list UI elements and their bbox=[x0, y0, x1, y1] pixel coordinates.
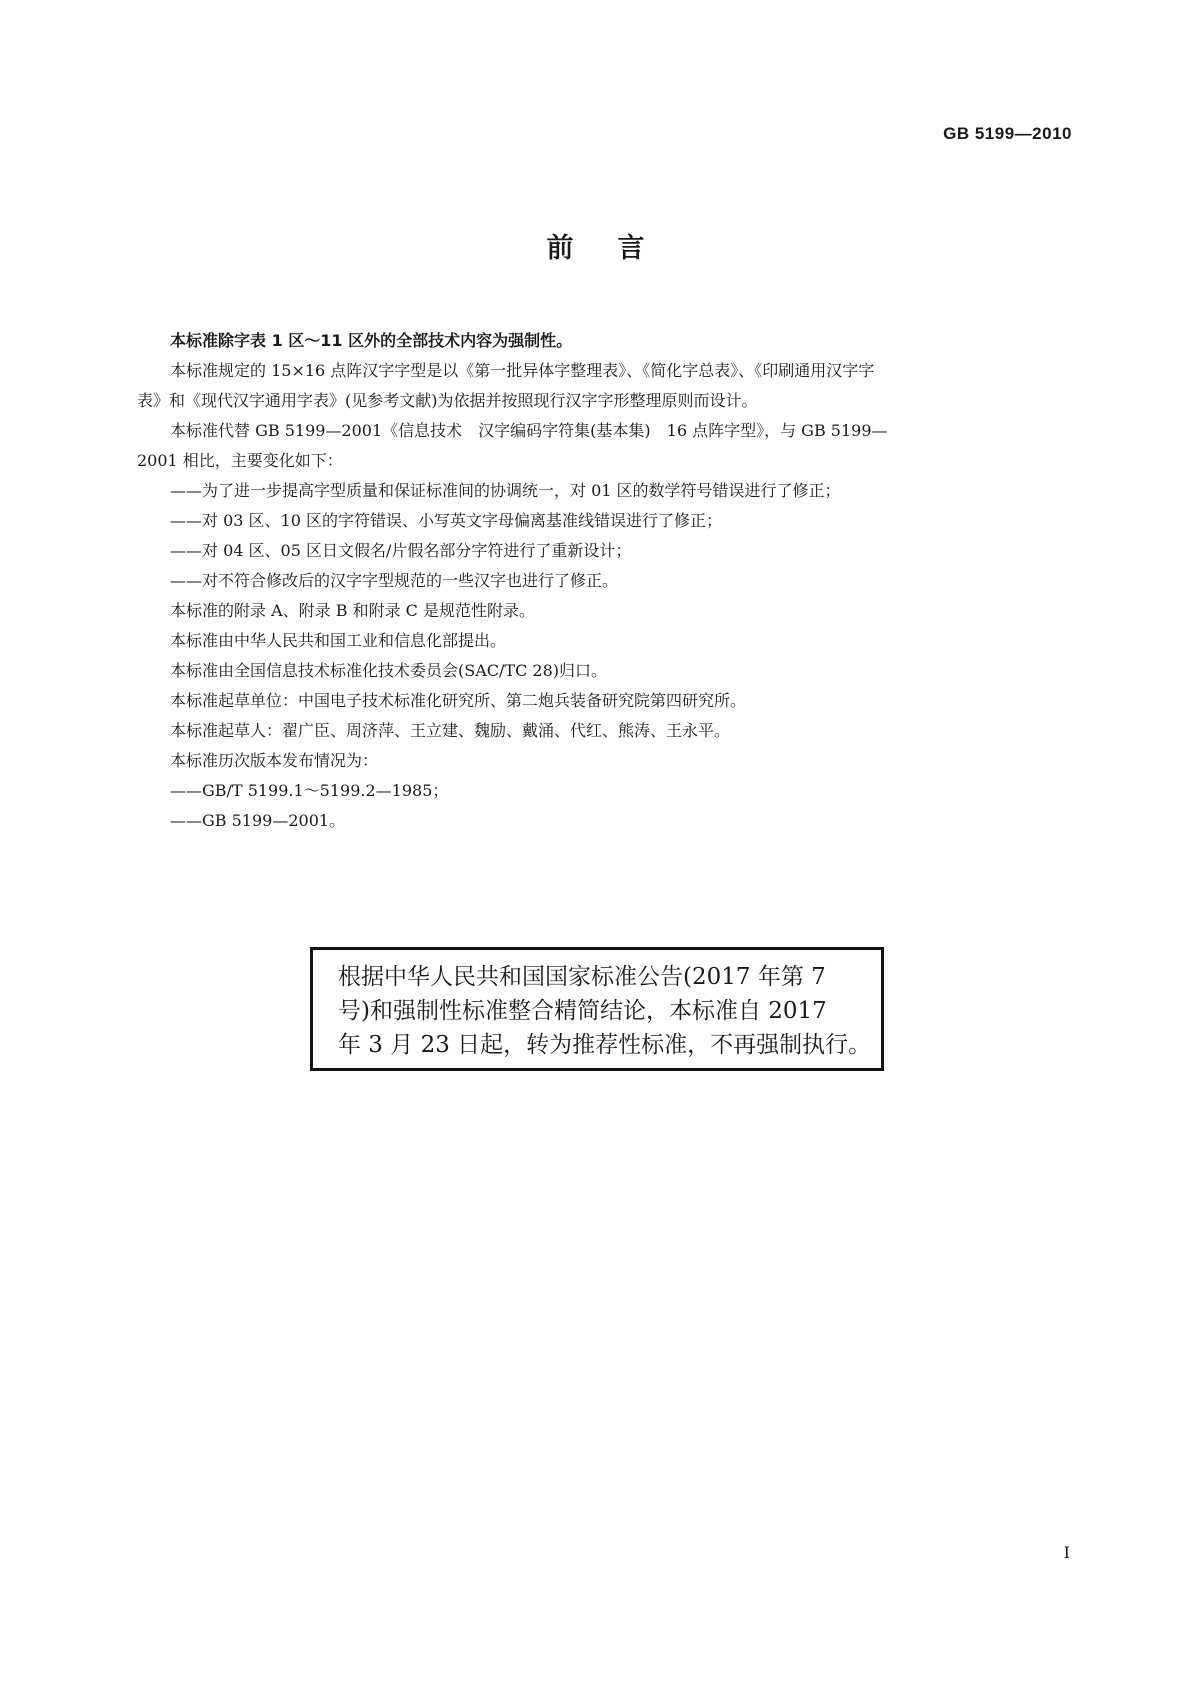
paragraph: 本标准由中华人民共和国工业和信息化部提出。 bbox=[170, 631, 507, 650]
paragraph: 本标准历次版本发布情况为： bbox=[170, 751, 379, 770]
notice-box bbox=[310, 947, 884, 1071]
foreword-body bbox=[137, 326, 1061, 836]
list-item: ——GB 5199—2001。 bbox=[170, 811, 346, 830]
paragraph: 本标准由全国信息技术标准化技术委员会(SAC/TC 28)归口。 bbox=[170, 661, 607, 680]
paragraph: 表》和《现代汉字通用字表》(见参考文献)为依据并按照现行汉字字形整理原则而设计。 bbox=[137, 391, 758, 410]
paragraph: 本标准起草单位：中国电子技术标准化研究所、第二炮兵装备研究院第四研究所。 bbox=[170, 691, 747, 710]
list-item: ——对不符合修改后的汉字字型规范的一些汉字也进行了修正。 bbox=[170, 571, 619, 590]
notice-line: 号)和强制性标准整合精简结论，本标准自 2017 bbox=[338, 998, 827, 1024]
paragraph: 2001 相比，主要变化如下： bbox=[137, 451, 343, 470]
paragraph: 本标准规定的 15×16 点阵汉字字型是以《第一批异体字整理表》、《简化字总表》、《印刷通用汉字字 bbox=[170, 361, 875, 380]
standard-code: GB 5199—2010 bbox=[943, 124, 1072, 143]
paragraph: 本标准起草人：翟广臣、周济萍、王立建、魏励、戴涌、代红、熊涛、王永平。 bbox=[170, 721, 731, 740]
paragraph: 本标准的附录 A、附录 B 和附录 C 是规范性附录。 bbox=[170, 601, 535, 620]
page-title: 前言 bbox=[546, 233, 689, 264]
paragraph: 本标准除字表 1 区～11 区外的全部技术内容为强制性。 bbox=[170, 331, 573, 350]
page-number: I bbox=[1063, 1543, 1070, 1562]
notice-line: 根据中华人民共和国国家标准公告(2017 年第 7 bbox=[338, 964, 826, 990]
paragraph: 本标准代替 GB 5199—2001《信息技术 汉字编码字符集(基本集) 16 点阵字型》，与 GB 5199— bbox=[170, 421, 888, 440]
notice-line: 年 3 月 23 日起，转为推荐性标准，不再强制执行。 bbox=[338, 1032, 872, 1058]
list-item: ——GB/T 5199.1～5199.2—1985； bbox=[170, 781, 449, 800]
list-item: ——对 03 区、10 区的字符错误、小写英文字母偏离基准线错误进行了修正； bbox=[170, 511, 722, 530]
list-item: ——对 04 区、05 区日文假名/片假名部分字符进行了重新设计； bbox=[170, 541, 632, 560]
list-item: ——为了进一步提高字型质量和保证标准间的协调统一，对 01 区的数学符号错误进行了修正； bbox=[170, 481, 841, 500]
